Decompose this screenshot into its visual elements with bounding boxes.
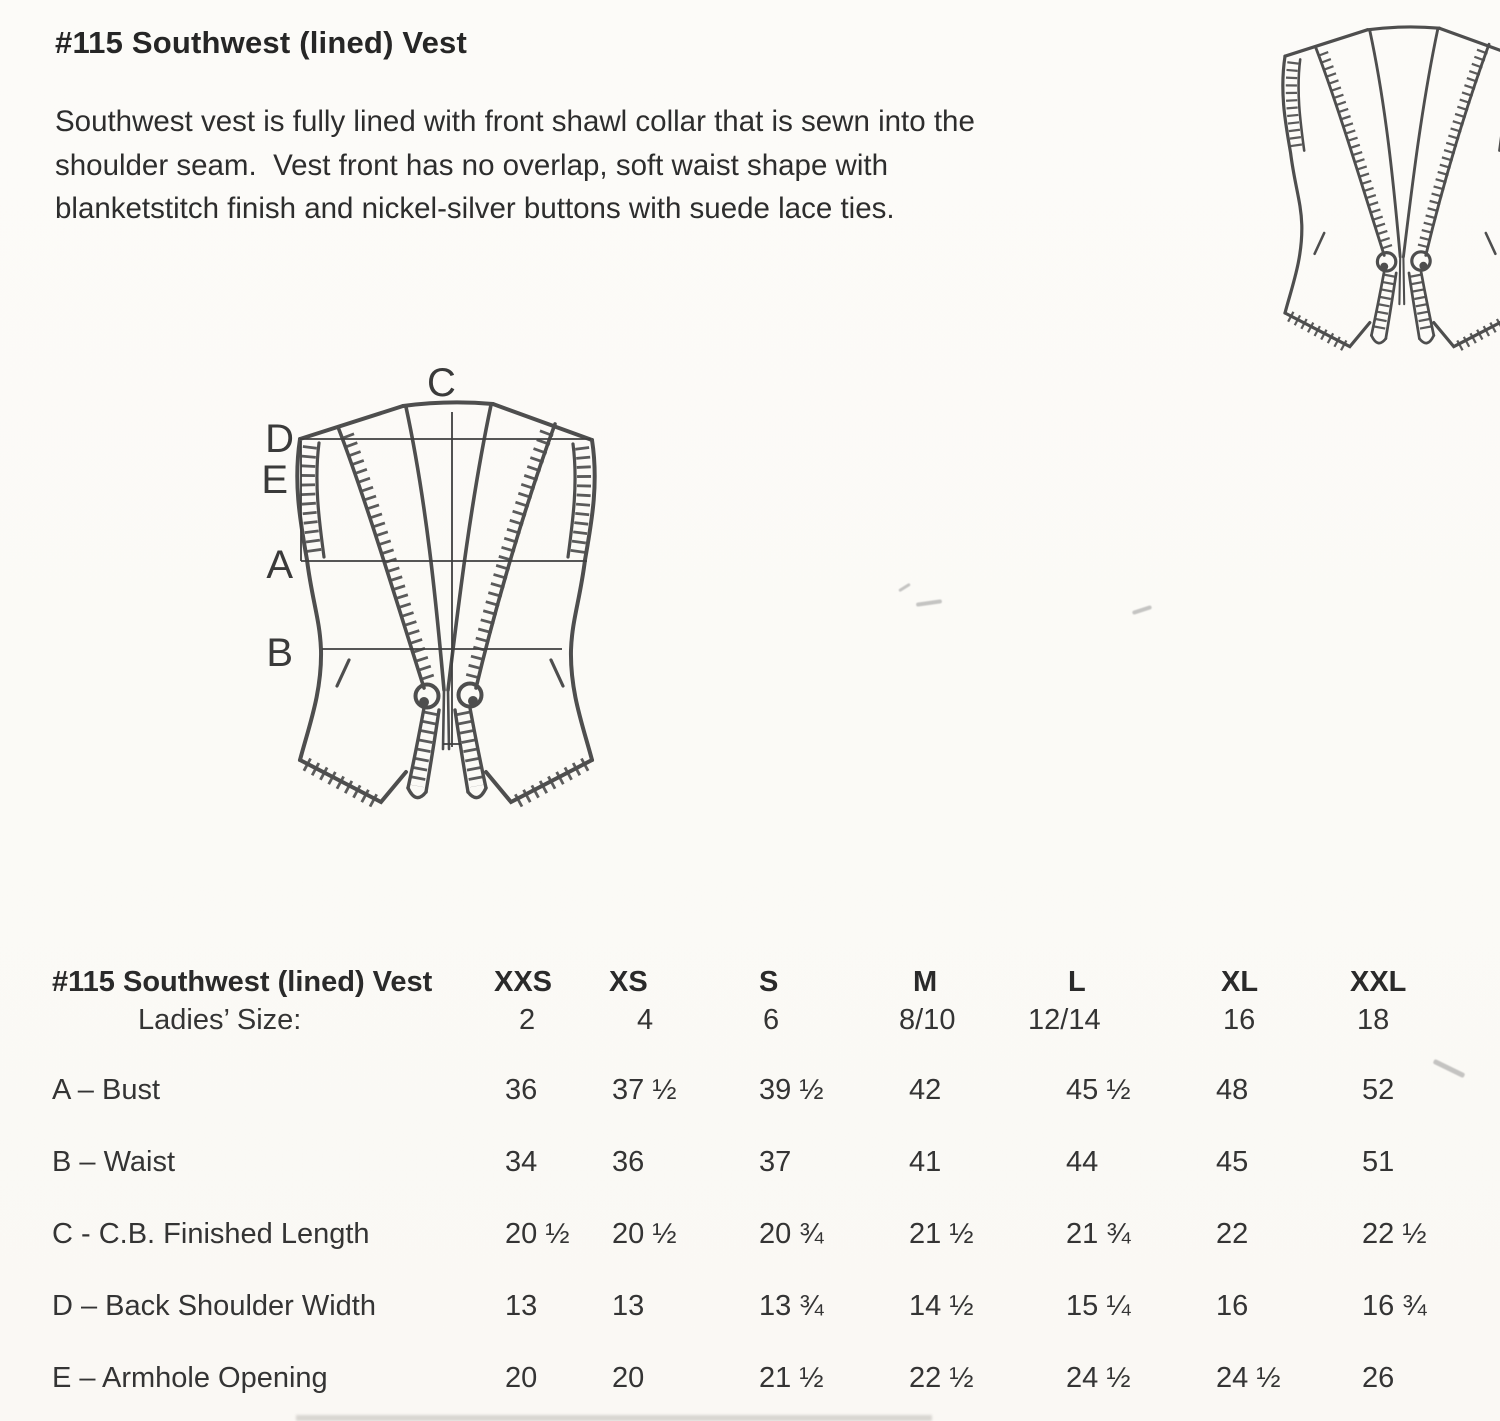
measurement-cell: 21 ½: [909, 1218, 974, 1250]
measurement-cell: 20: [612, 1362, 645, 1394]
measurement-cell: 39 ½: [759, 1074, 824, 1106]
measurement-lines: [300, 412, 591, 747]
measurement-cell: 44: [1066, 1146, 1099, 1178]
measurement-cell: 15 ¼: [1066, 1290, 1131, 1322]
size-table-title: #115 Southwest (lined) Vest: [52, 966, 433, 998]
size-cell: 8/10: [899, 1004, 956, 1036]
measurement-label-a: A: [266, 543, 293, 587]
measurement-cell: 37 ½: [612, 1074, 677, 1106]
measurement-cell: 42: [909, 1074, 942, 1106]
size-cell: 2: [519, 1004, 536, 1036]
size-cell: 6: [763, 1004, 780, 1036]
vest-technical-drawing: [230, 360, 660, 840]
measurement-cell: 16: [1216, 1290, 1249, 1322]
scan-smudge: [296, 1415, 932, 1421]
measurement-cell: 36: [505, 1074, 538, 1106]
size-cell: 16: [1223, 1004, 1256, 1036]
column-header: XL: [1221, 966, 1259, 998]
scan-speck: [1132, 605, 1152, 615]
row-label: E – Armhole Opening: [52, 1362, 328, 1394]
measurement-cell: 22 ½: [909, 1362, 974, 1394]
measurement-cell: 48: [1216, 1074, 1249, 1106]
size-table-header-row: [0, 966, 1500, 1008]
row-label: B – Waist: [52, 1146, 176, 1178]
measurement-cell: 41: [909, 1146, 942, 1178]
measurement-cell: 36: [612, 1146, 645, 1178]
size-cell: 12/14: [1028, 1004, 1101, 1036]
column-header: L: [1068, 966, 1086, 998]
scan-speck: [898, 583, 911, 592]
table-row-cb-length: [0, 1218, 1500, 1260]
measurement-cell: 45: [1216, 1146, 1249, 1178]
measurement-cell: 24 ½: [1216, 1362, 1281, 1394]
measurement-cell: 22 ½: [1362, 1218, 1427, 1250]
measurement-cell: 52: [1362, 1074, 1395, 1106]
measurement-cell: 14 ½: [909, 1290, 974, 1322]
row-label: C - C.B. Finished Length: [52, 1218, 370, 1250]
measurement-label-d: D: [265, 417, 294, 461]
ladies-size-label: Ladies’ Size:: [138, 1004, 302, 1036]
table-row-shoulder-width: [0, 1290, 1500, 1332]
table-row-waist: [0, 1146, 1500, 1188]
description-line: Southwest vest is fully lined with front shawl collar that is sewn into the: [55, 105, 975, 138]
scan-speck: [916, 599, 942, 607]
measurement-cell: 20 ¾: [759, 1218, 824, 1250]
column-header: S: [759, 966, 779, 998]
column-header: XS: [609, 966, 648, 998]
measurement-cell: 22: [1216, 1218, 1249, 1250]
measurement-cell: 13: [505, 1290, 538, 1322]
measurement-cell: 13: [612, 1290, 645, 1322]
measurement-cell: 26: [1362, 1362, 1395, 1394]
table-row-bust: [0, 1074, 1500, 1116]
measurement-cell: 21 ½: [759, 1362, 824, 1394]
measurement-label-c: C: [427, 361, 456, 405]
measurement-cell: 37: [759, 1146, 792, 1178]
measurement-label-e: E: [261, 458, 288, 502]
measurement-cell: 20 ½: [612, 1218, 677, 1250]
size-cell: 18: [1357, 1004, 1390, 1036]
size-cell: 4: [637, 1004, 654, 1036]
column-header: XXS: [494, 966, 553, 998]
description-paragraph: [55, 100, 975, 231]
vest-thumbnail-drawing: [1229, 0, 1500, 377]
measurement-cell: 45 ½: [1066, 1074, 1131, 1106]
measurement-cell: 20 ½: [505, 1218, 570, 1250]
measurement-cell: 16 ¾: [1362, 1290, 1427, 1322]
row-label: A – Bust: [52, 1074, 161, 1106]
column-header: XXL: [1350, 966, 1407, 998]
document-title: #115 Southwest (lined) Vest: [55, 25, 467, 60]
description-line: shoulder seam. Vest front has no overlap, soft waist shape with: [55, 148, 889, 182]
measurement-cell: 51: [1362, 1146, 1395, 1178]
measurement-cell: 13 ¾: [759, 1290, 824, 1322]
column-header: M: [913, 966, 938, 998]
measurement-cell: 20: [505, 1362, 538, 1394]
ladies-size-row: [0, 1004, 1500, 1046]
measurement-label-b: B: [266, 631, 293, 675]
measurement-cell: 24 ½: [1066, 1362, 1131, 1394]
measurement-cell: 21 ¾: [1066, 1218, 1131, 1250]
row-label: D – Back Shoulder Width: [52, 1290, 376, 1322]
measurement-cell: 34: [505, 1146, 538, 1178]
description-line: blanketstitch finish and nickel-silver buttons with suede lace ties.: [55, 192, 895, 225]
vest-illustration: [297, 402, 594, 803]
table-row-armhole: [0, 1362, 1500, 1404]
